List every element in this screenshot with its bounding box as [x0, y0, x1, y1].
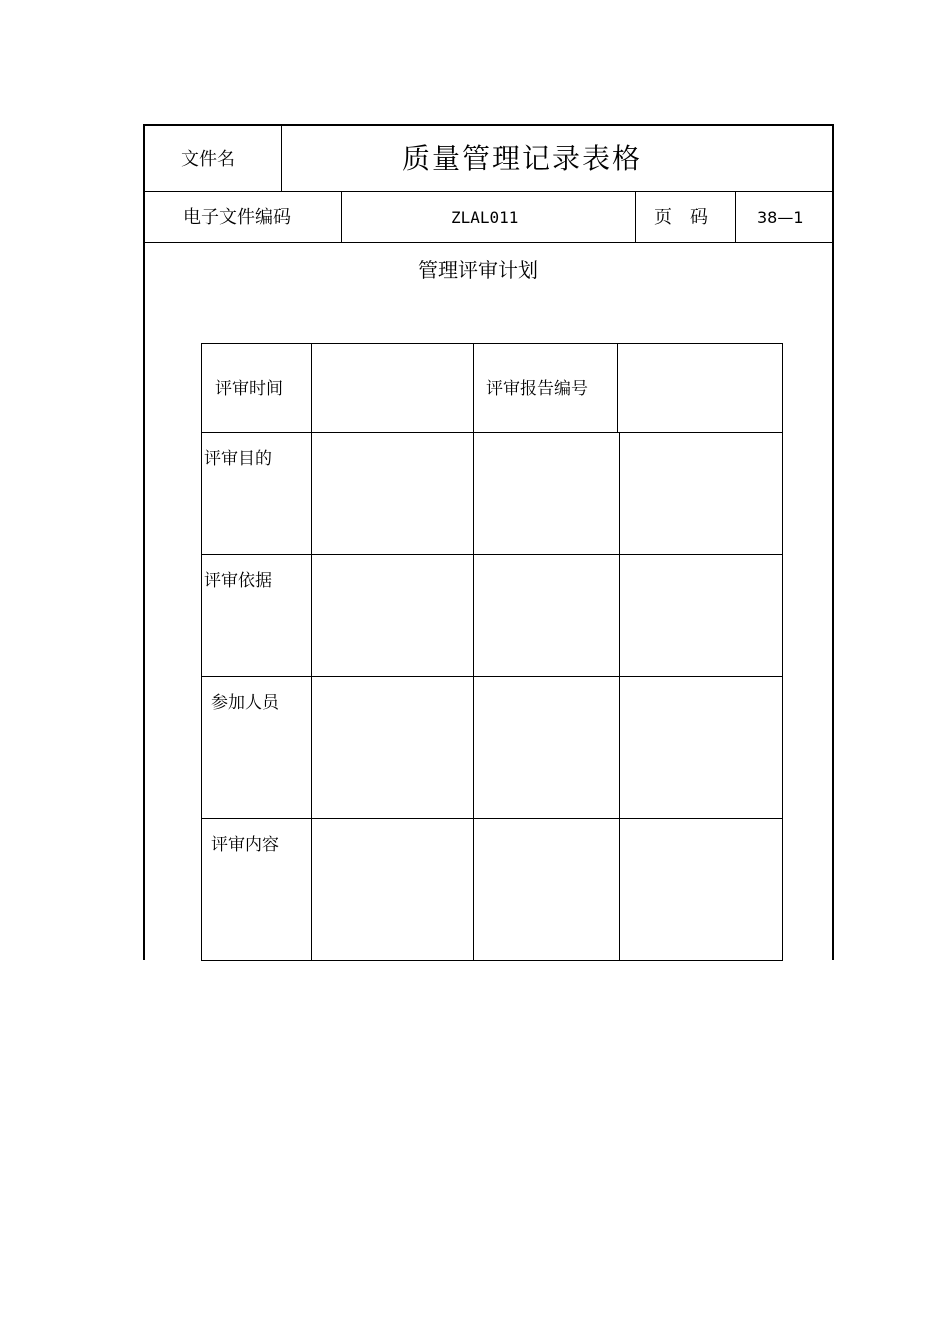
review-basis-cell[interactable]	[312, 555, 782, 676]
review-basis-label: 评审依据	[204, 571, 272, 591]
report-number-cell[interactable]	[618, 344, 782, 432]
page-label: 页 码	[654, 207, 708, 228]
review-purpose-label: 评审目的	[204, 449, 272, 469]
review-report-number-label: 评审报告编号	[486, 379, 588, 399]
review-purpose-cell[interactable]	[312, 433, 782, 554]
document-title: 质量管理记录表格	[402, 142, 643, 175]
review-time-cell[interactable]	[312, 344, 473, 432]
participants-cell[interactable]	[312, 677, 782, 818]
electronic-code-value: ZLAL011	[451, 208, 519, 227]
file-name-label: 文件名	[181, 149, 235, 170]
form-title: 管理评审计划	[418, 258, 538, 282]
review-content-cell[interactable]	[312, 819, 782, 960]
page-value: 38—1	[757, 208, 804, 227]
electronic-code-label: 电子文件编码	[183, 207, 291, 228]
review-content-label: 评审内容	[211, 835, 279, 855]
participants-label: 参加人员	[211, 693, 279, 713]
review-time-label: 评审时间	[215, 379, 283, 399]
